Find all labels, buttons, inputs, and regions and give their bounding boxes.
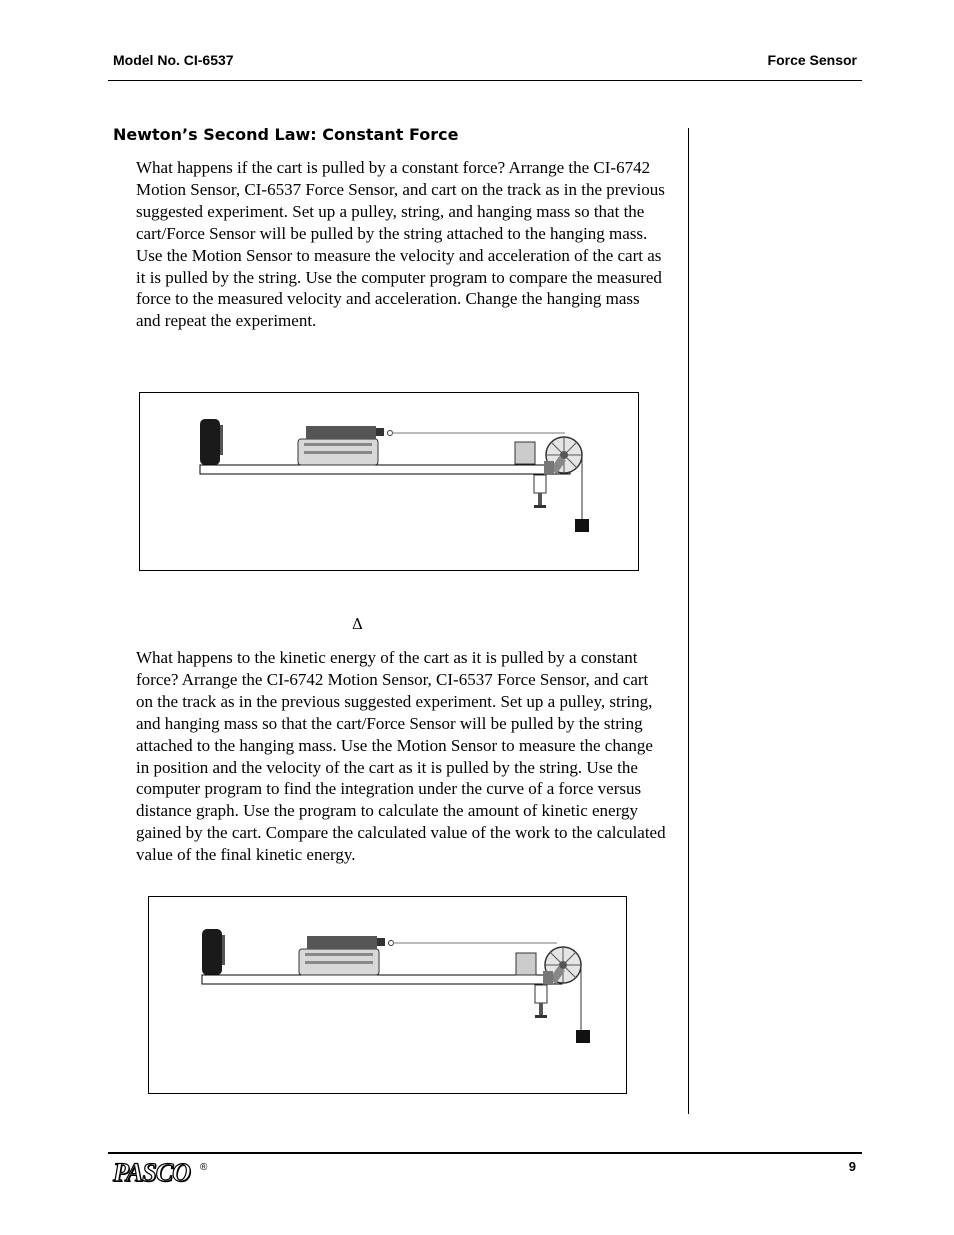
header-model: Model No. CI-6537 xyxy=(113,52,234,68)
registered-mark: ® xyxy=(200,1162,208,1173)
clamp xyxy=(543,971,553,985)
end-stop xyxy=(516,953,536,975)
track xyxy=(200,465,570,474)
hanging-mass xyxy=(576,1030,590,1043)
clamp xyxy=(544,461,554,475)
figure-experiment-setup-2 xyxy=(148,896,627,1094)
paragraph-kinetic-energy: What happens to the kinetic energy of the cart as it is pulled by a constant force? Arrange the CI-6742 Motion Sensor, CI-6537 Force Sensor, and cart on the track as in the previous suggested experiment. Set up a pulley, string, and hanging mass so that the cart/Force Sensor will be pulled by the string attached to the hanging mass. Use the Motion Sensor to measure the change in position and the velocity of the cart as it is pulled by the string. Use the computer program to find the integration under the curve of a force versus distance graph. Use the program to calculate the amount of kinetic energy gained by the cart. Compare the calculated value of the work to the calculated value of the final kinetic energy. xyxy=(136,648,666,865)
section-title: Newton’s Second Law: Constant Force xyxy=(113,125,459,144)
delta-symbol: Δ xyxy=(352,615,363,633)
motion-sensor xyxy=(202,929,222,975)
end-stop xyxy=(515,442,535,464)
track xyxy=(202,975,562,984)
page-number: 9 xyxy=(848,1159,856,1174)
motion-sensor xyxy=(200,419,220,465)
pasco-logo: PASCO xyxy=(113,1158,190,1187)
footer-divider xyxy=(108,1152,862,1154)
header-divider xyxy=(108,80,862,81)
force-sensor xyxy=(306,426,376,439)
apparatus-illustration xyxy=(140,393,638,570)
force-sensor xyxy=(307,936,377,949)
header-product: Force Sensor xyxy=(767,52,857,68)
hanging-mass xyxy=(575,519,589,532)
margin-divider xyxy=(688,128,689,1114)
paragraph-constant-force: What happens if the cart is pulled by a constant force? Arrange the CI-6742 Motion Sensor, CI-6537 Force Sensor, and cart on the track as in the previous suggested experiment. Set up a pulley, string, and hanging mass so that the cart/Force Sensor will be pulled by the string attached to the hanging mass. Use the Motion Sensor to measure the velocity and acceleration of the cart as it is pulled by the string. Use the computer program to compare the measured force to the measured velocity and acceleration. Change the hanging mass and repeat the experiment. xyxy=(136,158,665,331)
figure-experiment-setup-1 xyxy=(139,392,639,571)
apparatus-illustration xyxy=(149,897,626,1093)
